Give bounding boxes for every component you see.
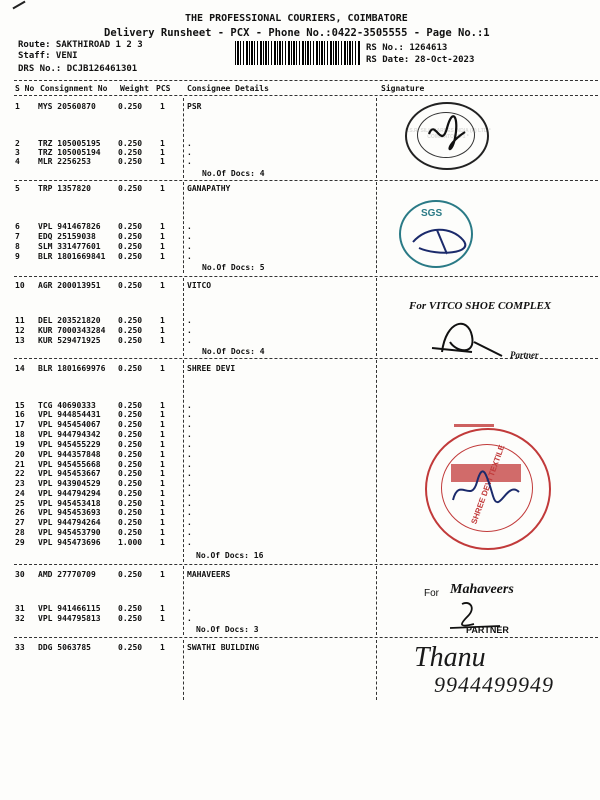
row-weight: 0.250 [118,326,143,335]
row-weight: 0.250 [118,410,143,419]
stamp-mark-small [454,424,494,427]
row-pcs: 1 [160,139,165,148]
row-pcs: 1 [160,450,165,459]
header-bottom-rule [14,95,598,96]
row-consignment-no: AGR 200013951 [38,281,101,290]
row-sno: 33 [15,643,25,652]
row-pcs: 1 [160,148,165,157]
row-pcs: 1 [160,281,165,290]
row-pcs: 1 [160,460,165,469]
row-sno: 26 [15,508,25,517]
row-pcs: 1 [160,232,165,241]
row-sno: 18 [15,430,25,439]
group-separator [14,637,598,638]
row-consignment-no: VPL 944794264 [38,518,101,527]
column-divider [183,278,184,356]
row-consignee-dot: . [187,518,192,527]
row-pcs: 1 [160,508,165,517]
docs-count: No.Of Docs: 3 [196,625,259,634]
row-weight: 0.250 [118,604,143,613]
column-divider [183,360,184,562]
row-pcs: 1 [160,479,165,488]
row-sno: 8 [15,242,20,251]
row-consignment-no: VPL 945454067 [38,420,101,429]
row-weight: 0.250 [118,469,143,478]
row-consignment-no: VPL 944795813 [38,614,101,623]
column-divider [376,278,377,356]
row-weight: 0.250 [118,281,143,290]
row-weight: 0.250 [118,643,143,652]
row-consignee-dot: . [187,430,192,439]
row-sno: 27 [15,518,25,527]
row-weight: 0.250 [118,252,143,261]
column-divider [376,182,377,273]
row-pcs: 1 [160,489,165,498]
row-pcs: 1 [160,184,165,193]
row-consignment-no: VPL 945453418 [38,499,101,508]
row-consignee-dot: . [187,489,192,498]
row-pcs: 1 [160,242,165,251]
row-pcs: 1 [160,643,165,652]
row-consignee-dot: . [187,440,192,449]
row-weight: 0.250 [118,528,143,537]
psr-company-stamp: P.S.R. SILK SAREES INDIA (P) LTD * COIMBATORE-1 * [405,102,489,170]
row-pcs: 1 [160,538,165,547]
row-pcs: 1 [160,364,165,373]
col-pcs: PCS [156,84,171,93]
row-pcs: 1 [160,469,165,478]
row-consignment-no: AMD 27770709 [38,570,96,579]
row-sno: 4 [15,157,20,166]
row-pcs: 1 [160,570,165,579]
row-consignee-dot: . [187,614,192,623]
row-pcs: 1 [160,102,165,111]
header-top-rule [14,80,598,81]
row-consignee-dot: . [187,139,192,148]
rs-date: RS Date: 28-Oct-2023 [366,55,475,65]
row-sno: 5 [15,184,20,193]
row-weight: 0.250 [118,440,143,449]
barcode [235,41,361,65]
row-sno: 19 [15,440,25,449]
row-weight: 0.250 [118,518,143,527]
vitco-company-line: For VITCO SHOE COMPLEX [409,300,552,312]
column-divider [376,640,377,700]
vitco-partner-label: Partner [510,350,539,360]
row-consignee-name: PSR [187,102,202,111]
mahaveers-for-label: For [424,588,439,599]
row-weight: 0.250 [118,157,143,166]
row-consignee-name: GANAPATHY [187,184,231,193]
row-weight: 0.250 [118,184,143,193]
row-consignee-dot: . [187,604,192,613]
row-consignee-name: SHREE DEVI [187,364,236,373]
row-sno: 14 [15,364,25,373]
row-weight: 0.250 [118,450,143,459]
row-weight: 0.250 [118,139,143,148]
row-pcs: 1 [160,222,165,231]
row-weight: 0.250 [118,479,143,488]
row-consignment-no: VPL 945453790 [38,528,101,537]
row-consignment-no: VPL 945453667 [38,469,101,478]
row-consignee-name: SWATHI BUILDING [187,643,260,652]
row-consignment-no: VPL 944794342 [38,430,101,439]
row-pcs: 1 [160,614,165,623]
row-pcs: 1 [160,401,165,410]
group-separator [14,564,598,565]
row-sno: 25 [15,499,25,508]
row-sno: 7 [15,232,20,241]
swathi-signature: Thanu [414,642,486,673]
row-consignment-no: DDG 5063785 [38,643,91,652]
docs-count: No.Of Docs: 16 [196,551,264,560]
row-consignment-no: MLR 2256253 [38,157,91,166]
row-consignee-dot: . [187,157,192,166]
row-consignee-dot: . [187,232,192,241]
row-consignment-no: TCG 40690333 [38,401,96,410]
psr-signature-scribble [425,114,471,154]
row-sno: 24 [15,489,25,498]
row-sno: 23 [15,479,25,488]
row-weight: 0.250 [118,420,143,429]
route-label: Route: SAKTHIROAD 1 2 3 [18,40,143,50]
row-weight: 0.250 [118,316,143,325]
row-pcs: 1 [160,604,165,613]
row-consignee-dot: . [187,242,192,251]
row-weight: 0.250 [118,570,143,579]
row-consignee-dot: . [187,326,192,335]
row-consignee-dot: . [187,528,192,537]
row-consignee-dot: . [187,469,192,478]
column-divider [183,98,184,178]
row-sno: 20 [15,450,25,459]
row-consignee-dot: . [187,499,192,508]
row-consignment-no: TRP 1357820 [38,184,91,193]
row-consignment-no: BLR 1801669976 [38,364,106,373]
row-sno: 3 [15,148,20,157]
row-weight: 0.250 [118,508,143,517]
row-consignment-no: MYS 20560870 [38,102,96,111]
row-sno: 15 [15,401,25,410]
sgs-signature-scribble [407,220,475,260]
row-consignee-dot: . [187,252,192,261]
row-pcs: 1 [160,440,165,449]
row-consignment-no: VPL 945455229 [38,440,101,449]
row-weight: 0.250 [118,102,143,111]
row-sno: 9 [15,252,20,261]
row-sno: 17 [15,420,25,429]
rs-number: RS No.: 1264613 [366,43,448,53]
row-consignee-dot: . [187,479,192,488]
row-pcs: 1 [160,336,165,345]
row-weight: 0.250 [118,222,143,231]
row-pcs: 1 [160,316,165,325]
row-consignee-dot: . [187,450,192,459]
row-consignee-dot: . [187,460,192,469]
column-divider [376,360,377,562]
row-pcs: 1 [160,430,165,439]
row-sno: 13 [15,336,25,345]
col-signature: Signature [381,84,425,93]
row-consignee-dot: . [187,316,192,325]
row-consignee-dot: . [187,336,192,345]
row-sno: 21 [15,460,25,469]
row-consignment-no: VPL 945455668 [38,460,101,469]
column-divider [376,98,377,178]
row-consignment-no: EDQ 25159038 [38,232,96,241]
row-weight: 0.250 [118,232,143,241]
row-sno: 32 [15,614,25,623]
mahaveers-name: Mahaveers [450,582,514,597]
row-pcs: 1 [160,499,165,508]
sgs-stamp: SGS [399,200,473,268]
row-consignment-no: DEL 203521820 [38,316,101,325]
row-pcs: 1 [160,157,165,166]
row-weight: 0.250 [118,460,143,469]
row-consignment-no: KUR 529471925 [38,336,101,345]
drs-number: DRS No.: DCJB126461301 [18,64,138,74]
group-separator [14,180,598,181]
row-sno: 30 [15,570,25,579]
row-weight: 0.250 [118,430,143,439]
col-weight: Weight [120,84,149,93]
docs-count: No.Of Docs: 4 [202,169,265,178]
row-weight: 1.000 [118,538,143,547]
row-consignee-dot: . [187,538,192,547]
swathi-phone: 9944499949 [434,672,554,697]
row-consignment-no: VPL 944794294 [38,489,101,498]
row-consignment-no: VPL 943904529 [38,479,101,488]
shree-devi-stamp: SHREE DEVI TEXTILE [425,428,551,550]
staff-label: Staff: VENI [18,51,78,61]
row-consignment-no: VPL 945473696 [38,538,101,547]
row-sno: 2 [15,139,20,148]
row-weight: 0.250 [118,336,143,345]
company-title: THE PROFESSIONAL COURIERS, COIMBATORE [185,13,408,24]
row-consignee-name: MAHAVEERS [187,570,231,579]
row-sno: 6 [15,222,20,231]
row-sno: 12 [15,326,25,335]
runsheet-subtitle: Delivery Runsheet - PCX - Phone No.:0422-3505555 - Page No.:1 [104,27,490,39]
column-divider [183,640,184,700]
row-consignment-no: VPL 944357848 [38,450,101,459]
row-sno: 11 [15,316,25,325]
row-pcs: 1 [160,410,165,419]
row-consignee-dot: . [187,508,192,517]
row-consignee-dot: . [187,148,192,157]
row-weight: 0.250 [118,499,143,508]
row-sno: 16 [15,410,25,419]
column-divider [183,182,184,273]
row-consignment-no: BLR 1801669841 [38,252,106,261]
row-pcs: 1 [160,326,165,335]
mahaveers-partner-label: PARTNER [466,625,509,635]
row-sno: 31 [15,604,25,613]
row-pcs: 1 [160,528,165,537]
row-consignment-no: VPL 941466115 [38,604,101,613]
row-consignee-dot: . [187,420,192,429]
row-weight: 0.250 [118,242,143,251]
column-divider [376,566,377,635]
row-pcs: 1 [160,420,165,429]
docs-count: No.Of Docs: 5 [202,263,265,272]
row-consignment-no: SLM 331477601 [38,242,101,251]
row-pcs: 1 [160,518,165,527]
row-sno: 22 [15,469,25,478]
row-consignment-no: VPL 945453693 [38,508,101,517]
row-sno: 29 [15,538,25,547]
group-separator [14,276,598,277]
row-consignment-no: VPL 941467826 [38,222,101,231]
col-consignment: Consignment No [40,84,108,93]
vitco-signature-scribble [412,312,522,362]
row-sno: 10 [15,281,25,290]
shree-devi-signature-scribble [447,470,527,510]
row-consignee-name: VITCO [187,281,212,290]
column-divider [183,566,184,635]
col-consignee: Consignee Details [187,84,269,93]
row-weight: 0.250 [118,401,143,410]
col-sno: S No [15,84,35,93]
row-weight: 0.250 [118,489,143,498]
row-weight: 0.250 [118,148,143,157]
row-consignment-no: VPL 944854431 [38,410,101,419]
row-pcs: 1 [160,252,165,261]
row-weight: 0.250 [118,364,143,373]
row-consignee-dot: . [187,222,192,231]
row-sno: 28 [15,528,25,537]
row-consignment-no: KUR 7000343284 [38,326,106,335]
row-weight: 0.250 [118,614,143,623]
row-consignee-dot: . [187,401,192,410]
row-consignment-no: TRZ 105005195 [38,139,101,148]
corner-mark [12,1,25,10]
docs-count: No.Of Docs: 4 [202,347,265,356]
row-consignment-no: TRZ 105005194 [38,148,101,157]
row-consignee-dot: . [187,410,192,419]
row-sno: 1 [15,102,20,111]
